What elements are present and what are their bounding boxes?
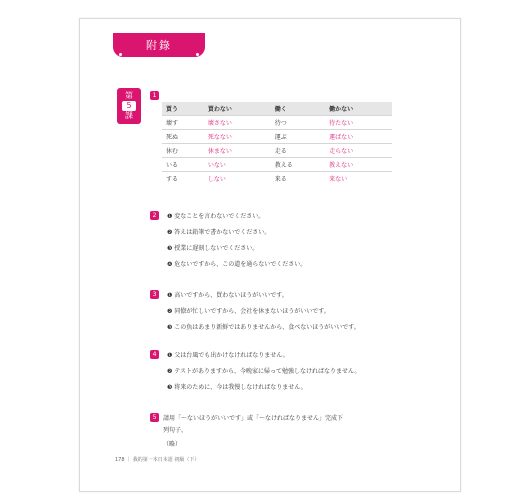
tab-dot-left bbox=[119, 53, 122, 56]
q4-line-2: ❷ テストがありますから、今晩家に帰って勉強しなければなりません。 bbox=[167, 368, 361, 375]
lesson-tag bbox=[117, 88, 141, 124]
q5-instruction-line-1: 請用「～ないほうがいいです」或「～なければなりません」完成下 bbox=[163, 415, 344, 422]
section-number-1: 1 bbox=[150, 91, 159, 100]
appendix-header-tab bbox=[113, 33, 205, 57]
table-cell: 教える bbox=[271, 158, 325, 172]
table-row bbox=[162, 158, 392, 172]
q2-line-4: ❹ 危ないですから、この道を通らないでください。 bbox=[167, 261, 307, 268]
table-cell: 教えない bbox=[325, 158, 392, 172]
table-row bbox=[162, 172, 392, 186]
table-cell: 壊す bbox=[162, 116, 204, 130]
table-cell: いる bbox=[162, 158, 204, 172]
table-header: 買わない bbox=[204, 102, 271, 116]
table-header: 働かない bbox=[325, 102, 392, 116]
q3-line-2: ❷ 同僚が忙しいですから、会社を休まないほうがいいです。 bbox=[167, 308, 330, 315]
table-cell: 走らない bbox=[325, 144, 392, 158]
table-cell: 走る bbox=[271, 144, 325, 158]
table-row bbox=[162, 144, 392, 158]
lesson-tag-top: 第 bbox=[125, 91, 133, 100]
table-cell: 運ばない bbox=[325, 130, 392, 144]
table-cell: 待つ bbox=[271, 116, 325, 130]
q4-line-1: ❶ 父は台風でも出かけなければなりません。 bbox=[167, 352, 289, 359]
appendix-title: 附錄 bbox=[146, 39, 172, 52]
table-cell: 休まない bbox=[204, 144, 271, 158]
q5-answer: （略） bbox=[163, 441, 182, 448]
table-header: 働く bbox=[271, 102, 325, 116]
table-cell: 運ぶ bbox=[271, 130, 325, 144]
table-cell: しない bbox=[204, 172, 271, 186]
table-header: 買う bbox=[162, 102, 204, 116]
q5-instruction-line-2: 列句子。 bbox=[163, 427, 188, 434]
page-footer: 178 ｜ 我的第一本日本語 初級（下） bbox=[115, 457, 200, 463]
table-row bbox=[162, 116, 392, 130]
table-cell: 来ない bbox=[325, 172, 392, 186]
table-cell: 来る bbox=[271, 172, 325, 186]
lesson-tag-number: 5 bbox=[122, 101, 136, 111]
q3-line-1: ❶ 高いですから、買わないほうがいいです。 bbox=[167, 292, 288, 299]
verb-conjugation-table bbox=[162, 102, 392, 185]
table-cell: いない bbox=[204, 158, 271, 172]
table-cell: 死ぬ bbox=[162, 130, 204, 144]
q2-line-1: ❶ 変なことを言わないでください。 bbox=[167, 213, 265, 220]
section-number-4: 4 bbox=[150, 350, 159, 359]
section-number-5: 5 bbox=[150, 413, 159, 422]
q2-line-3: ❸ 授業に遅刻しないでください。 bbox=[167, 245, 259, 252]
q4-line-3: ❸ 将来のために、今は我慢しなければなりません。 bbox=[167, 384, 307, 391]
lesson-tag-bottom: 課 bbox=[125, 111, 133, 120]
q3-line-3: ❸ この魚はあまり新鮮ではありませんから、食べないほうがいいです。 bbox=[167, 324, 360, 331]
tab-dot-right bbox=[196, 53, 199, 56]
table-cell: 壊さない bbox=[204, 116, 271, 130]
table-row bbox=[162, 130, 392, 144]
table-header-row bbox=[162, 102, 392, 116]
table-cell: 休む bbox=[162, 144, 204, 158]
section-number-3: 3 bbox=[150, 290, 159, 299]
table-cell: 死なない bbox=[204, 130, 271, 144]
q2-line-2: ❷ 答えは鉛筆で書かないでください。 bbox=[167, 229, 271, 236]
table-cell: する bbox=[162, 172, 204, 186]
table-cell: 待たない bbox=[325, 116, 392, 130]
section-number-2: 2 bbox=[150, 211, 159, 220]
